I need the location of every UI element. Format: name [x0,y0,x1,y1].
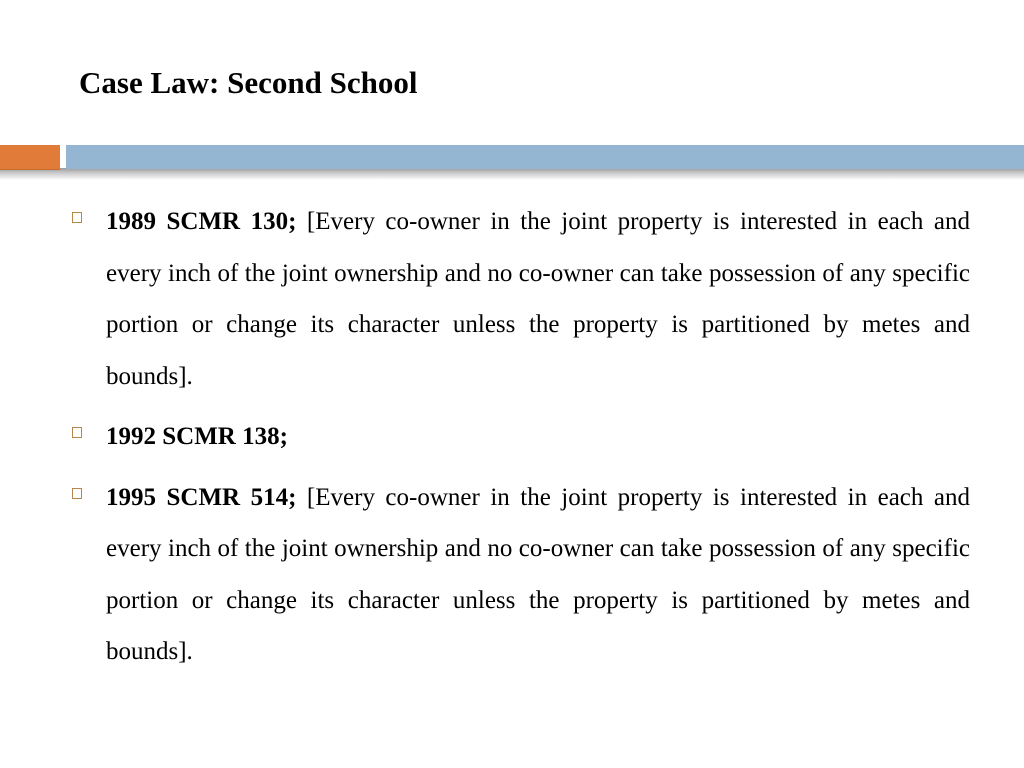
case-citation: 1992 SCMR 138; [106,423,288,450]
header-bar [66,145,1024,169]
square-bullet-icon [72,427,82,438]
case-citation: 1989 SCMR 130; [106,208,307,235]
header-bar-shadow [0,168,1024,180]
slide-title: Case Law: Second School [79,65,418,100]
case-description: [Every co-owner in the joint property is interested in each and every inch of the joint ownership and no co-owner can take possession of any specific portion or change its character unless the property is partitioned by metes and bounds]. [106,208,970,390]
case-citation: 1995 SCMR 514; [106,483,307,511]
header-bar-accent [0,145,60,169]
bullet-list [72,196,970,687]
bullet-item-1992-scmr-138 [72,411,970,463]
bullet-item-1995-scmr-514 [72,472,970,678]
square-bullet-icon [72,488,82,499]
bullet-item-1989-scmr-130 [72,196,970,402]
square-bullet-icon [72,212,82,223]
case-description: [Every co-owner in the joint property is interested in each and every inch of the joint ownership and no co-owner can take possession of any specific portion or change its character unless the property is partitioned by metes and bounds]. [106,483,970,665]
